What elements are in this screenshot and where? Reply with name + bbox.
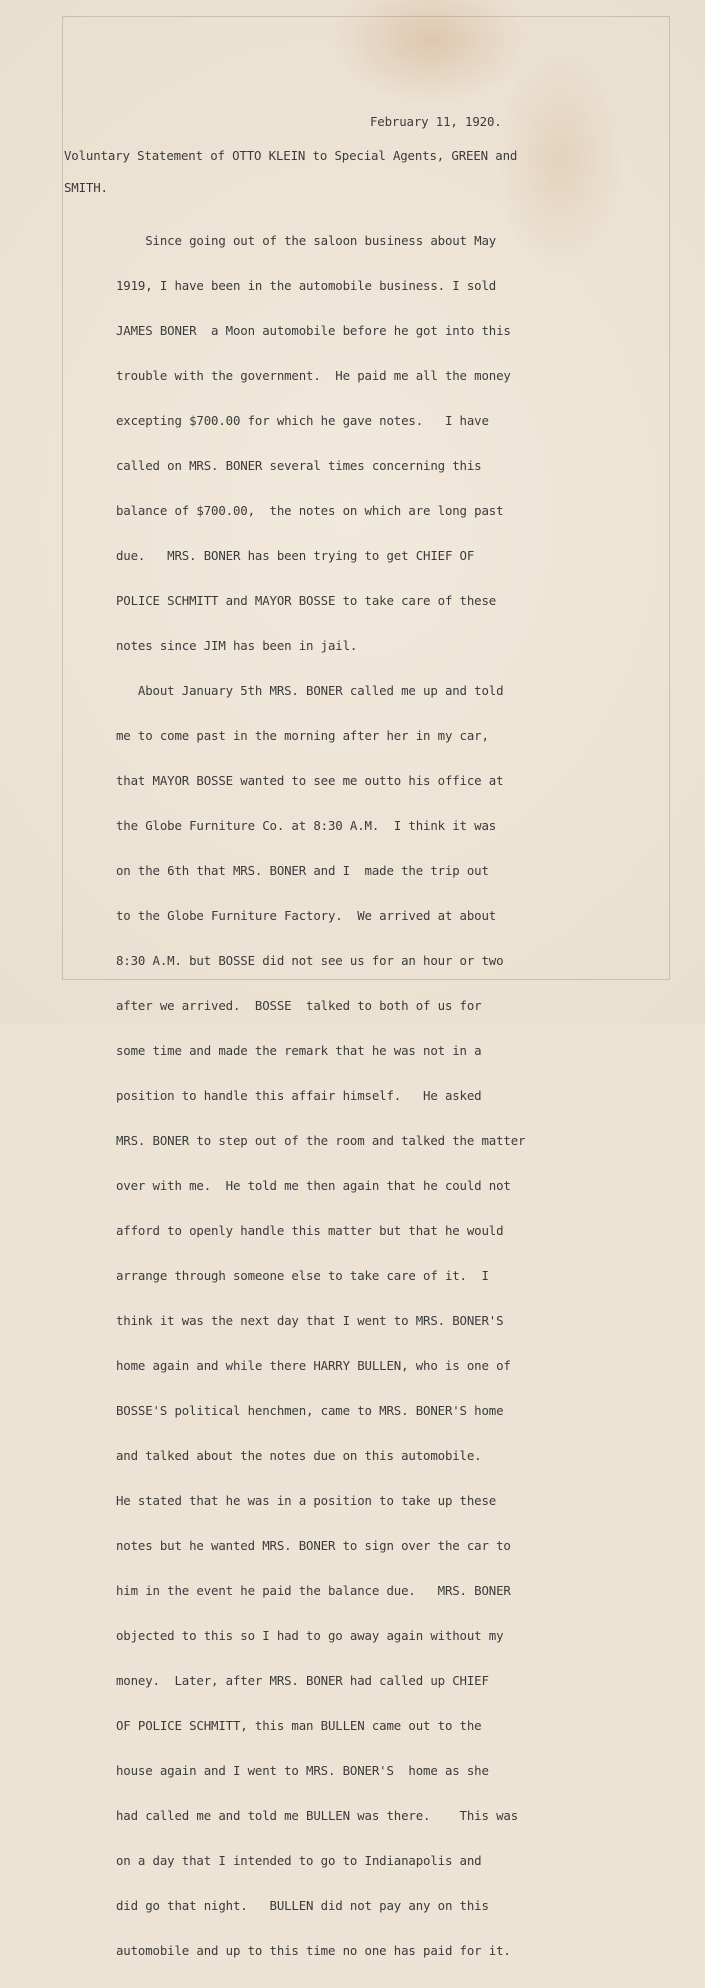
body-line: automobile and up to this time no one has paid for it. — [116, 1943, 511, 1958]
body-line: and talked about the notes due on this automobile. — [116, 1448, 482, 1463]
body-line: money. Later, after MRS. BONER had called up CHIEF — [116, 1673, 489, 1688]
body-line: some time and made the remark that he was not in a — [116, 1043, 482, 1058]
body-line: BOSSE'S political henchmen, came to MRS. BONER'S home — [116, 1403, 504, 1418]
statement-title: Voluntary Statement of OTTO KLEIN to Special Agents, GREEN and — [64, 148, 518, 163]
body-line: think it was the next day that I went to MRS. BONER'S — [116, 1313, 504, 1328]
body-line: JAMES BONER a Moon automobile before he got into this — [116, 323, 511, 338]
body-line: house again and I went to MRS. BONER'S home as she — [116, 1763, 489, 1778]
statement-title-continued: SMITH. — [64, 180, 108, 195]
statement-body — [116, 203, 525, 1988]
body-line: He stated that he was in a position to take up these — [116, 1493, 497, 1508]
body-line: 8:30 A.M. but BOSSE did not see us for an hour or two — [116, 953, 504, 968]
body-line: objected to this so I had to go away again without my — [116, 1628, 504, 1643]
body-line: excepting $700.00 for which he gave notes. I have — [116, 413, 489, 428]
body-line: him in the event he paid the balance due. MRS. BONER — [116, 1583, 511, 1598]
body-line: notes but he wanted MRS. BONER to sign over the car to — [116, 1538, 511, 1553]
body-line: Since going out of the saloon business about May — [116, 233, 497, 248]
body-line: position to handle this affair himself. He asked — [116, 1088, 482, 1103]
body-line: trouble with the government. He paid me all the money — [116, 368, 511, 383]
body-line: balance of $700.00, the notes on which are long past — [116, 503, 504, 518]
body-line: arrange through someone else to take care of it. I — [116, 1268, 489, 1283]
body-line: me to come past in the morning after her in my car, — [116, 728, 489, 743]
body-line: MRS. BONER to step out of the room and talked the matter — [116, 1133, 526, 1148]
body-line: home again and while there HARRY BULLEN, who is one of — [116, 1358, 511, 1373]
body-line: About January 5th MRS. BONER called me up and told — [116, 683, 504, 698]
body-line: on the 6th that MRS. BONER and I made the trip out — [116, 863, 489, 878]
body-line: to the Globe Furniture Factory. We arrived at about — [116, 908, 497, 923]
document-date: February 11, 1920. — [370, 114, 502, 129]
body-line: OF POLICE SCHMITT, this man BULLEN came out to the — [116, 1718, 482, 1733]
body-line: after we arrived. BOSSE talked to both of us for — [116, 998, 482, 1013]
body-line: called on MRS. BONER several times concerning this — [116, 458, 482, 473]
body-line: the Globe Furniture Co. at 8:30 A.M. I think it was — [116, 818, 497, 833]
body-line: 1919, I have been in the automobile business. I sold — [116, 278, 497, 293]
body-line: over with me. He told me then again that he could not — [116, 1178, 511, 1193]
body-line: did go that night. BULLEN did not pay any on this — [116, 1898, 489, 1913]
body-line: that MAYOR BOSSE wanted to see me outto his office at — [116, 773, 504, 788]
body-line: had called me and told me BULLEN was there. This was — [116, 1808, 519, 1823]
body-line: afford to openly handle this matter but that he would — [116, 1223, 504, 1238]
body-line: notes since JIM has been in jail. — [116, 638, 358, 653]
body-line: on a day that I intended to go to Indianapolis and — [116, 1853, 482, 1868]
body-line: POLICE SCHMITT and MAYOR BOSSE to take care of these — [116, 593, 497, 608]
body-line: due. MRS. BONER has been trying to get CHIEF OF — [116, 548, 475, 563]
